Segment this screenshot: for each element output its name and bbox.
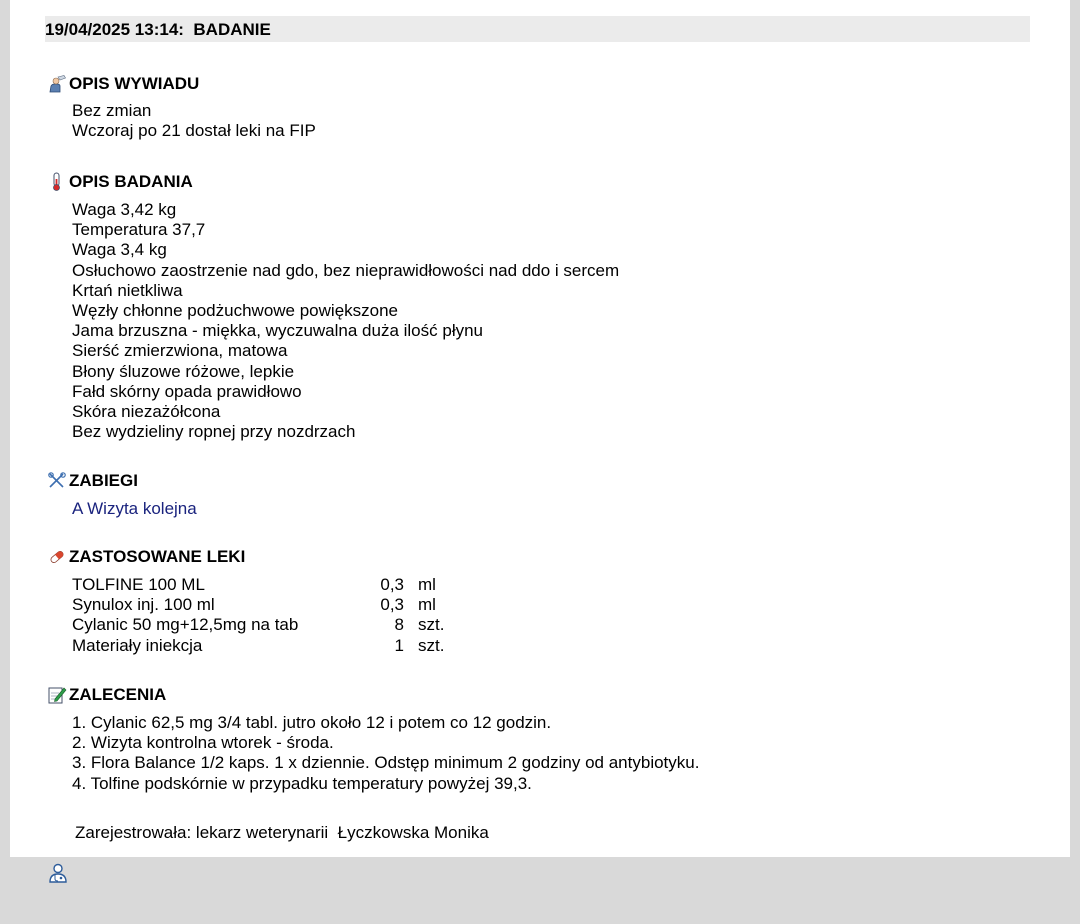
recommendation-item: 4. Tolfine podskórnie w przypadku temperatury powyżej 39,3.: [72, 773, 532, 793]
text-line: Błony śluzowe różowe, lepkie: [72, 361, 295, 381]
text-line: Jama brzuszna - miękka, wyczuwalna duża ilość płynu: [72, 321, 484, 341]
text-line: Osłuchowo zaostrzenie nad gdo, bez nieprawidłowości nad ddo i sercem: [72, 260, 620, 280]
procedure-link[interactable]: A Wizyta kolejna: [72, 499, 197, 518]
text-line: Fałd skórny opada prawidłowo: [72, 381, 302, 401]
medication-name: Materiały iniekcja: [72, 635, 203, 655]
medication-unit: ml: [418, 595, 436, 615]
pill-icon: [47, 547, 67, 567]
medication-row: [72, 575, 472, 595]
section-title-leki-text: ZASTOSOWANE LEKI: [69, 547, 246, 566]
thermometer-icon: [47, 172, 67, 192]
notepad-pencil-icon: [47, 685, 67, 705]
section-zabiegi-body: [72, 499, 197, 519]
medication-quantity: 8: [394, 615, 404, 635]
section-title-zalecenia-text: ZALECENIA: [69, 685, 167, 704]
interview-icon: [47, 74, 67, 94]
medication-unit: szt.: [418, 635, 445, 655]
visit-header-title: 19/04/2025 13:14: BADANIE: [45, 20, 271, 39]
scissors-icon: [47, 471, 67, 491]
text-line: Skóra niezażółcona: [72, 402, 221, 422]
recommendation-item: 3. Flora Balance 1/2 kaps. 1 x dziennie. Odstęp minimum 2 godziny od antybiotyku.: [72, 753, 700, 773]
text-line: Temperatura 37,7: [72, 220, 206, 240]
medication-row: [72, 595, 472, 615]
medication-quantity: 0,3: [380, 575, 404, 594]
text-line: Węzły chłonne podżuchwowe powiększone: [72, 301, 399, 321]
medication-row: [72, 636, 472, 656]
section-title-badanie-text: OPIS BADANIA: [69, 172, 193, 191]
section-title-wywiad-text: OPIS WYWIADU: [69, 74, 200, 93]
document-page: [10, 0, 1070, 857]
text-line: Sierść zmierzwiona, matowa: [72, 341, 288, 361]
medication-unit: ml: [418, 575, 436, 594]
text-line: Krtań nietkliwa: [72, 280, 183, 300]
medication-name: Synulox inj. 100 ml: [72, 595, 215, 615]
section-title-zabiegi: [47, 471, 138, 491]
text-line: Waga 3,4 kg: [72, 240, 167, 260]
visit-header: [45, 16, 1030, 42]
medication-quantity: 1: [394, 635, 404, 655]
section-badanie-body: [72, 200, 619, 442]
section-title-zalecenia: [47, 685, 166, 705]
text-line: Waga 3,42 kg: [72, 200, 177, 219]
medication-row: [72, 615, 472, 635]
text-line: Bez wydzieliny ropnej przy nozdrzach: [72, 422, 356, 442]
registered-by: [47, 822, 489, 844]
recommendation-item: 1. Cylanic 62,5 mg 3/4 tabl. jutro około 12 i potem co 12 godzin.: [72, 713, 552, 732]
medication-unit: szt.: [418, 615, 445, 635]
section-wywiad-body: [72, 101, 316, 141]
section-title-wywiad: [47, 74, 199, 94]
medications-table: [72, 575, 472, 656]
medication-quantity: 0,3: [380, 595, 404, 615]
medication-name: Cylanic 50 mg+12,5mg na tab: [72, 615, 299, 635]
section-zalecenia-body: [72, 713, 699, 794]
section-title-badanie: [47, 172, 193, 192]
text-line: Bez zmian: [72, 101, 152, 120]
doctor-icon: [47, 822, 69, 844]
recommendation-item: 2. Wizyta kontrolna wtorek - środa.: [72, 733, 334, 753]
text-line: Wczoraj po 21 dostał leki na FIP: [72, 121, 316, 141]
section-title-leki: [47, 547, 245, 567]
registered-by-text: Zarejestrowała: lekarz weterynarii Łyczkowska Monika: [75, 823, 489, 842]
medication-name: TOLFINE 100 ML: [72, 575, 205, 594]
section-title-zabiegi-text: ZABIEGI: [69, 471, 138, 490]
